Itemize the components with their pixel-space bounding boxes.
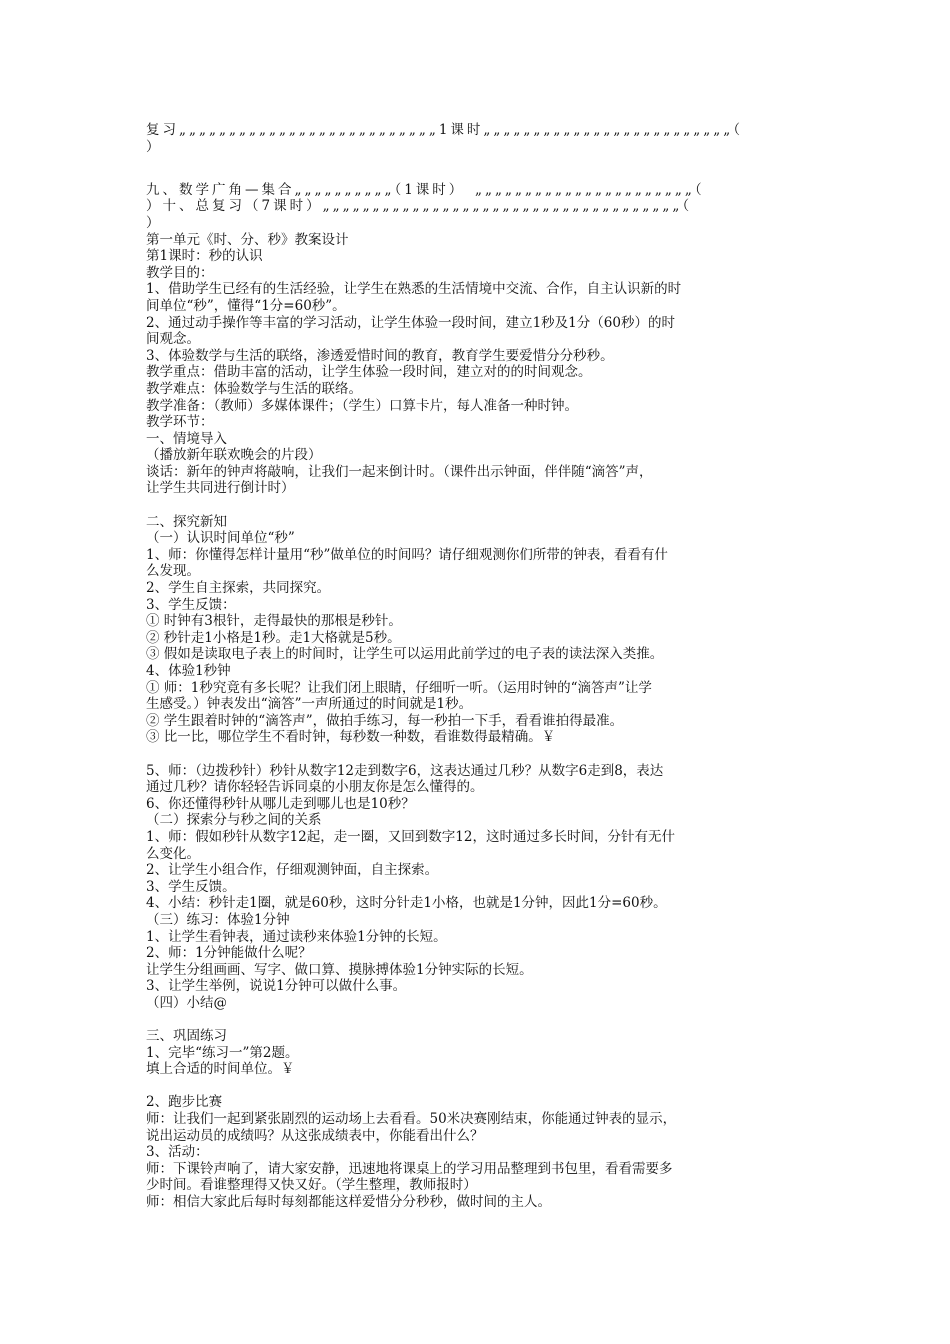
text-line: ③ 假如是读取电子表上的时间时，让学生可以运用此前学过的电子表的读法深入类推。 xyxy=(146,646,664,663)
text-line: 3、学生反馈： xyxy=(146,596,236,613)
text-line: 一、情境导入 xyxy=(146,430,227,447)
text-line: 2、让学生小组合作，仔细观测钟面，自主探索。 xyxy=(146,862,439,879)
text-line: 么发现。 xyxy=(146,563,200,580)
text-line: 通过几秒？请你轻轻告诉同桌的小朋友你是怎么懂得的。 xyxy=(146,779,484,796)
text-line: 教学准备：（教师）多媒体课件；（学生）口算卡片，每人准备一种时钟。 xyxy=(146,397,578,414)
toc-chapter-9: 九、数学广角—集合„„„„„„„„„„（1课时） „„„„„„„„„„„„„„„„„„„„„„（ xyxy=(146,181,705,198)
text-line: 教学环节： xyxy=(146,414,214,431)
text-line: 二、探究新知 xyxy=(146,513,227,530)
text-line: 少时间。看谁整理得又快又好。（学生整理，教师报时） xyxy=(146,1177,477,1194)
text-line: ③ 比一比，哪位学生不看时钟，每秒数一种数，看谁数得最精确。￥ xyxy=(146,729,556,746)
text-line: （三）练习：体验1分钟 xyxy=(146,911,290,928)
text-line: 1、让学生看钟表，通过读秒来体验1分钟的长短。 xyxy=(146,928,447,945)
text-line: 3、活动： xyxy=(146,1144,209,1161)
text-line: 1、借助学生已经有的生活经验，让学生在熟悉的生活情境中交流、合作，自主认识新的时 xyxy=(146,281,682,298)
text-line: （播放新年联欢晚会的片段） xyxy=(146,447,322,464)
text-line: 师：下课铃声响了，请大家安静，迅速地将课桌上的学习用品整理到书包里，看看需要多 xyxy=(146,1160,673,1177)
text-line: 6、你还懂得秒针从哪儿走到哪儿也是10秒？ xyxy=(146,795,415,812)
text-line: 2、师：1分钟能做什么呢？ xyxy=(146,945,312,962)
text-line: ① 时钟有3根针，走得最快的那根是秒针。 xyxy=(146,613,402,630)
text-line: 生感受。）钟表发出“滴答”一声所通过的时间就是1秒。 xyxy=(146,696,473,713)
text-line: 1、完毕“练习一”第2题。 xyxy=(146,1044,299,1061)
lesson-plan-body xyxy=(146,232,806,1211)
blank-line xyxy=(146,746,806,763)
text-line: 4、体验1秒钟 xyxy=(146,663,231,679)
text-line: 让学生分组画画、写字、做口算、摸脉搏体验1分钟实际的长短。 xyxy=(146,961,533,978)
text-line: 说出运动员的成绩吗？从这张成绩表中，你能看出什么？ xyxy=(146,1127,484,1144)
text-line: 3、让学生举例，说说1分钟可以做什么事。 xyxy=(146,978,407,995)
text-line: 三、巩固练习 xyxy=(146,1028,227,1045)
toc-chapter-10-end: ） xyxy=(146,214,163,231)
text-line: 4、小结：秒针走1圈，就是60秒，这时分针走1小格，也就是1分钟，因此1分=60秒。 xyxy=(146,895,667,912)
text-line: 2、跑步比赛 xyxy=(146,1094,223,1111)
toc-review-line-end: ） xyxy=(146,138,163,155)
text-line: （二）探索分与秒之间的关系 xyxy=(146,812,322,829)
blank-line xyxy=(146,1078,806,1095)
text-line: 间单位“秒”，懂得“1分=60秒”。 xyxy=(146,297,346,314)
text-line: 2、学生自主探索，共同探究。 xyxy=(146,580,331,597)
text-line: 教学重点：借助丰富的活动，让学生体验一段时间，建立对的的时间观念。 xyxy=(146,364,592,381)
text-line: 师：相信大家此后每时每刻都能这样爱惜分分秒秒，做时间的主人。 xyxy=(146,1194,551,1210)
blank-line xyxy=(146,497,806,514)
spacer xyxy=(146,165,806,182)
text-line: 谈话：新年的钟声将敲响，让我们一起来倒计时。（课件出示钟面，伴伴随“滴答”声， xyxy=(146,463,653,480)
toc-chapter-10: ）十、总复习（7课时）„„„„„„„„„„„„„„„„„„„„„„„„„„„„„„„„„„„„（ xyxy=(146,198,693,215)
text-line: 让学生共同进行倒计时） xyxy=(146,480,295,497)
spacer xyxy=(146,155,806,165)
blank-line xyxy=(146,1011,806,1028)
text-line: 第一单元《时、分、秒》教案设计 xyxy=(146,231,349,248)
text-line: （四）小结@ xyxy=(146,994,227,1011)
text-line: 间观念。 xyxy=(146,331,200,348)
text-line: ② 秒针走1小格是1秒。走1大格就是5秒。 xyxy=(146,629,401,646)
text-line: ② 学生跟着时钟的“滴答声”，做拍手练习，每一秒拍一下手，看看谁拍得最准。 xyxy=(146,712,624,729)
text-line: 5、师：（边拨秒针）秒针从数字12走到数字6，这表达通过几秒？从数字6走到8，表达 xyxy=(146,762,664,779)
toc-review-line: 复习„„„„„„„„„„„„„„„„„„„„„„„„„„1课时„„„„„„„„„„„„„„„„„„„„„„„„„（ xyxy=(146,122,744,138)
text-line: 么变化。 xyxy=(146,845,200,862)
text-line: （一）认识时间单位“秒” xyxy=(146,530,295,547)
text-line: 教学难点：体验数学与生活的联络。 xyxy=(146,380,362,397)
text-line: 教学目的： xyxy=(146,264,214,281)
text-line: 1、师：假如秒针从数字12起，走一圈，又回到数字12，这时通过多长时间，分针有无什 xyxy=(146,828,675,845)
text-line: ① 师：1秒究竟有多长呢？让我们闭上眼睛，仔细听一听。（运用时钟的“滴答声”让学 xyxy=(146,679,652,696)
text-line: 填上合适的时间单位。￥ xyxy=(146,1061,295,1078)
text-line: 2、通过动手操作等丰富的学习活动，让学生体验一段时间，建立1秒及1分（60秒）的时 xyxy=(146,314,675,331)
document-page xyxy=(146,122,806,1211)
text-line: 3、体验数学与生活的联络，渗透爱惜时间的教育，教育学生要爱惜分分秒秒。 xyxy=(146,347,614,364)
text-line: 第1课时：秒的认识 xyxy=(146,248,263,265)
text-line: 师：让我们一起到紧张剧烈的运动场上去看看。50米决赛刚结束，你能通过钟表的显示， xyxy=(146,1111,677,1128)
text-line: 3、学生反馈。 xyxy=(146,878,236,895)
text-line: 1、师：你懂得怎样计量用“秒”做单位的时间吗？请仔细观测你们所带的钟表，看看有什 xyxy=(146,546,668,563)
